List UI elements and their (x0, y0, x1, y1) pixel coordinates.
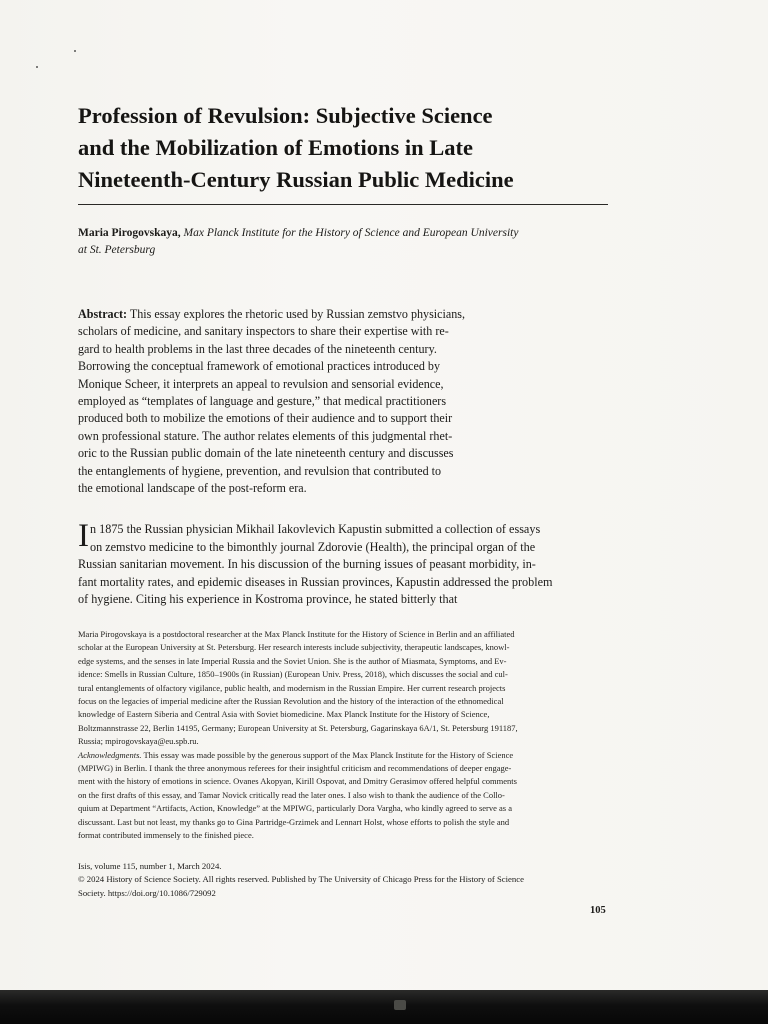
ack-line: on the first drafts of this essay, and Tamar Novick critically read the later ones. I also wish to thank the audience of the Collo- (78, 789, 505, 800)
abstract-line: Monique Scheer, it interprets an appeal to revulsion and sensorial evidence, (78, 376, 444, 391)
abstract-line: employed as “templates of language and gesture,” that medical practitioners (78, 394, 447, 409)
ack-line: ment with the history of emotions in science. Ovanes Akopyan, Kirill Ospovat, and Dmitry Gerasimov offered helpful comments (78, 776, 517, 787)
bio-line: scholar at the European University at St. Petersburg. Her research interests include subjectivity, therapeutic landscapes, knowl- (78, 642, 510, 653)
author-name: Maria Pirogovskaya, (78, 227, 181, 239)
bio-line: idence: Smells in Russian Culture, 1850–1900s (in Russian) (European Univ. Press, 2018), which discusses the social and cul- (78, 669, 508, 680)
author-notes (78, 628, 618, 843)
body-line: n 1875 the Russian physician Mikhail Iakovlevich Kapustin submitted a collection of essays (90, 522, 541, 536)
bio-line: Russia; mpirogovskaya@eu.spb.ru. (78, 736, 199, 747)
abstract-label: Abstract: (78, 307, 128, 321)
title-line: Nineteenth-Century Russian Public Medicine (78, 167, 514, 192)
copyright-line: © 2024 History of Science Society. All rights reserved. Published by The University of Chicago Press for the History of Science (78, 874, 524, 885)
bio-line: knowledge of Eastern Siberia and Central Asia with Soviet biomedicine. Max Planck Institute for the History of Science, (78, 709, 490, 720)
abstract (78, 306, 543, 497)
bio-line: tural entanglements of olfactory vigilance, public health, and modernism in the Russian Empire. Her current research projects (78, 682, 506, 693)
abstract-line: gard to health problems in the last three decades of the nineteenth century. (78, 341, 437, 356)
publication-info (78, 860, 618, 900)
abstract-line: the entanglements of hygiene, prevention, and revulsion that contributed to (78, 463, 442, 478)
dust-speck (74, 50, 76, 52)
acknowledgments-label: Acknowledgments. (78, 749, 142, 760)
drop-cap: I (78, 518, 89, 554)
byline (78, 225, 613, 259)
body-text (78, 518, 613, 609)
ack-line: discussant. Last but not least, my thanks go to Gina Partridge-Grzimek and Lennart Holst, whose efforts to polish the style and (78, 816, 510, 827)
ack-line: (MPIWG) in Berlin. I thank the three anonymous referees for their insightful criticism and recommendations of deeper engage- (78, 763, 512, 774)
abstract-line: This essay explores the rhetoric used by Russian zemstvo physicians, (127, 307, 466, 321)
body-line: fant mortality rates, and epidemic diseases in Russian provinces, Kapustin addressed the problem (78, 574, 553, 589)
ack-line: format contributed immensely to the finished piece. (78, 830, 254, 841)
abstract-line: own professional stature. The author relates elements of this judgmental rhet- (78, 428, 453, 443)
author-affiliation-cont: at St. Petersburg (78, 244, 156, 256)
title-line: Profession of Revulsion: Subjective Science (78, 103, 493, 128)
page-number: 105 (590, 905, 606, 916)
abstract-line: the emotional landscape of the post-reform era. (78, 481, 307, 496)
scanner-edge (0, 990, 768, 1024)
title-line: and the Mobilization of Emotions in Late (78, 135, 474, 160)
ack-line: quium at Department “Artifacts, Action, Knowledge” at the MPIWG, particularly Dora Vargha, who kindly agreed to serve as a (78, 803, 512, 814)
bio-line: Maria Pirogovskaya is a postdoctoral researcher at the Max Planck Institute for the History of Science in Berlin and an affiliated (78, 629, 515, 639)
dust-speck (36, 66, 38, 68)
body-line: of hygiene. Citing his experience in Kostroma province, he stated bitterly that (78, 592, 458, 607)
abstract-line: oric to the Russian public domain of the late nineteenth century and discusses (78, 446, 454, 461)
ack-line: This essay was made possible by the generous support of the Max Planck Institute for the History of Science (141, 749, 514, 760)
title-divider (78, 204, 608, 205)
abstract-line: Borrowing the conceptual framework of emotional practices introduced by (78, 359, 441, 374)
bio-line: focus on the legacies of imperial medicine after the Russian Revolution and the history of the interaction of the ethnomedical (78, 696, 504, 707)
abstract-line: scholars of medicine, and sanitary inspectors to share their expertise with re- (78, 324, 449, 339)
journal-citation: Isis, volume 115, number 1, March 2024. (78, 861, 222, 871)
article-title (78, 100, 618, 196)
abstract-line: produced both to mobilize the emotions of their audience and to support their (78, 411, 453, 426)
binder-clip (394, 1000, 406, 1010)
bio-line: Boltzmannstrasse 22, Berlin 14195, Germany; European University at St. Petersburg, Gagarinskaya 6A/1, St. Petersburg 191187, (78, 722, 518, 733)
body-line: Russian sanitarian movement. In his discussion of the burning issues of peasant morbidity, in- (78, 557, 536, 572)
body-line: on zemstvo medicine to the bimonthly journal Zdorovie (Health), the principal organ of the (90, 539, 536, 554)
doi-line: Society. https://doi.org/10.1086/729092 (78, 887, 216, 898)
author-affiliation: Max Planck Institute for the History of Science and European University (183, 227, 519, 239)
bio-line: edge systems, and the senses in late Imperial Russia and the Soviet Union. She is the author of Miasmata, Symptoms, and Ev- (78, 655, 507, 666)
